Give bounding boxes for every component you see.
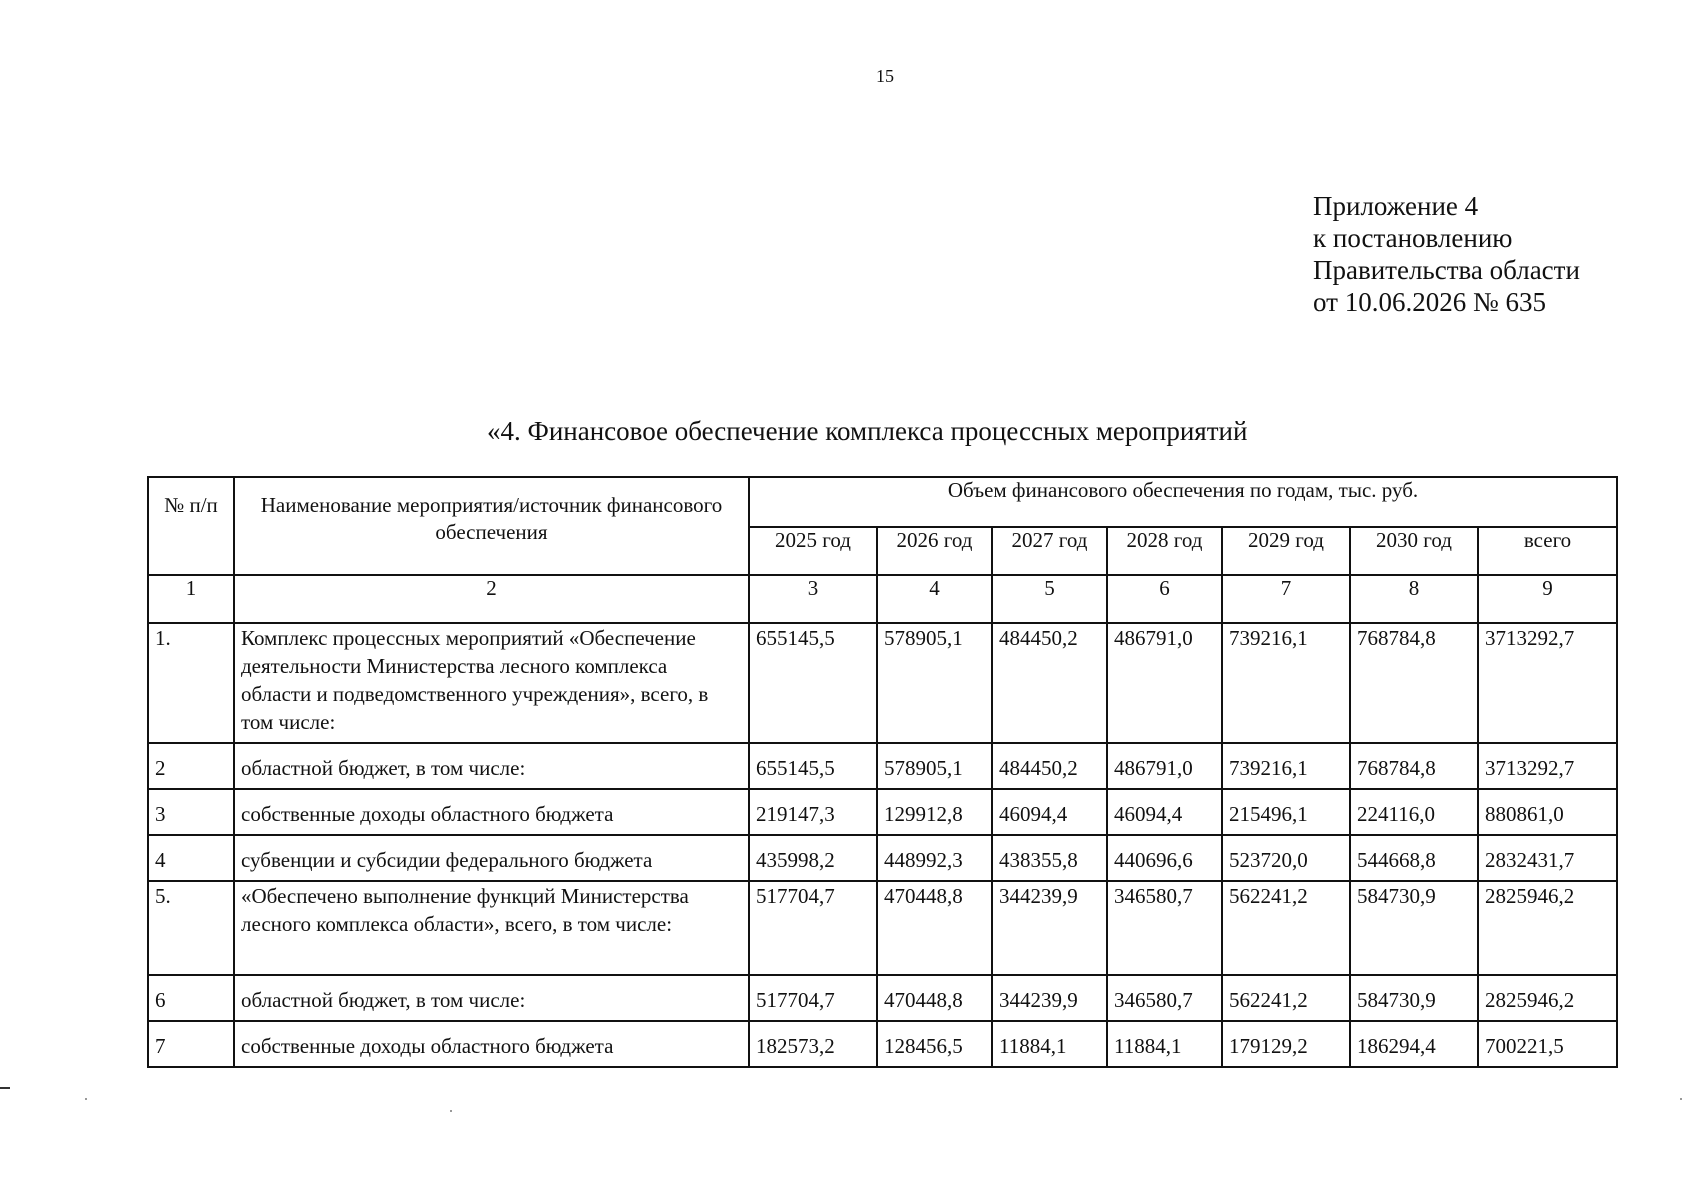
column-number: 2 — [234, 575, 749, 623]
header-year: 2025 год — [749, 527, 877, 575]
scan-margin-mark — [0, 1087, 10, 1089]
header-total: всего — [1478, 527, 1617, 575]
row-name: областной бюджет, в том числе: — [234, 975, 749, 1021]
row-value: 655145,5 — [749, 623, 877, 743]
scan-speck — [450, 1110, 452, 1112]
column-number: 4 — [877, 575, 992, 623]
row-num: 5. — [148, 881, 234, 975]
appendix-block — [1313, 190, 1580, 318]
row-value: 517704,7 — [749, 881, 877, 975]
row-total: 2825946,2 — [1478, 975, 1617, 1021]
table-row — [148, 623, 1617, 743]
row-value: 128456,5 — [877, 1021, 992, 1067]
row-total: 700221,5 — [1478, 1021, 1617, 1067]
row-name: Комплекс процессных мероприятий «Обеспечение деятельности Министерства лесного комплекса области и подведомственного учреждения», всего, в том числе: — [234, 623, 749, 743]
row-value: 11884,1 — [1107, 1021, 1222, 1067]
column-number: 9 — [1478, 575, 1617, 623]
appendix-line: от 10.06.2026 № 635 — [1313, 287, 1546, 317]
table-row — [148, 743, 1617, 789]
row-num: 4 — [148, 835, 234, 881]
row-total: 2832431,7 — [1478, 835, 1617, 881]
appendix-line: Правительства области — [1313, 255, 1580, 285]
row-name: областной бюджет, в том числе: — [234, 743, 749, 789]
row-value: 46094,4 — [1107, 789, 1222, 835]
row-value: 578905,1 — [877, 623, 992, 743]
row-value: 517704,7 — [749, 975, 877, 1021]
financing-table — [147, 476, 1618, 1068]
table-header-row — [148, 477, 1617, 527]
row-name: собственные доходы областного бюджета — [234, 789, 749, 835]
row-value: 578905,1 — [877, 743, 992, 789]
header-year: 2028 год — [1107, 527, 1222, 575]
row-value: 486791,0 — [1107, 743, 1222, 789]
header-volume: Объем финансового обеспечения по годам, тыс. руб. — [749, 477, 1617, 527]
row-value: 346580,7 — [1107, 975, 1222, 1021]
row-value: 584730,9 — [1350, 975, 1478, 1021]
row-value: 346580,7 — [1107, 881, 1222, 975]
row-num: 6 — [148, 975, 234, 1021]
row-value: 470448,8 — [877, 881, 992, 975]
row-num: 7 — [148, 1021, 234, 1067]
row-value: 768784,8 — [1350, 623, 1478, 743]
header-year: 2026 год — [877, 527, 992, 575]
scan-speck — [85, 1098, 87, 1100]
row-num: 3 — [148, 789, 234, 835]
row-value: 584730,9 — [1350, 881, 1478, 975]
column-number: 3 — [749, 575, 877, 623]
row-value: 224116,0 — [1350, 789, 1478, 835]
row-total: 3713292,7 — [1478, 743, 1617, 789]
table-row — [148, 789, 1617, 835]
header-name: Наименование мероприятия/источник финансового обеспечения — [234, 477, 749, 575]
column-number: 8 — [1350, 575, 1478, 623]
row-total: 2825946,2 — [1478, 881, 1617, 975]
row-value: 655145,5 — [749, 743, 877, 789]
page-number: 15 — [876, 66, 894, 86]
row-value: 219147,3 — [749, 789, 877, 835]
scan-speck — [1680, 1098, 1682, 1100]
appendix-line: к постановлению — [1313, 223, 1513, 253]
table-row — [148, 975, 1617, 1021]
row-value: 11884,1 — [992, 1021, 1107, 1067]
table-row — [148, 881, 1617, 975]
row-value: 470448,8 — [877, 975, 992, 1021]
row-value: 46094,4 — [992, 789, 1107, 835]
row-value: 739216,1 — [1222, 743, 1350, 789]
column-numbers-row — [148, 575, 1617, 623]
row-value: 344239,9 — [992, 881, 1107, 975]
row-num: 1. — [148, 623, 234, 743]
row-name: «Обеспечено выполнение функций Министерства лесного комплекса области», всего, в том числе: — [234, 881, 749, 975]
row-value: 486791,0 — [1107, 623, 1222, 743]
row-value: 179129,2 — [1222, 1021, 1350, 1067]
header-year: 2030 год — [1350, 527, 1478, 575]
row-value: 739216,1 — [1222, 623, 1350, 743]
section-title: «4. Финансовое обеспечение комплекса процессных мероприятий — [487, 416, 1248, 446]
row-total: 3713292,7 — [1478, 623, 1617, 743]
row-value: 523720,0 — [1222, 835, 1350, 881]
row-value: 435998,2 — [749, 835, 877, 881]
column-number: 5 — [992, 575, 1107, 623]
row-value: 768784,8 — [1350, 743, 1478, 789]
appendix-line: Приложение 4 — [1313, 191, 1479, 221]
table-row — [148, 835, 1617, 881]
row-value: 215496,1 — [1222, 789, 1350, 835]
row-value: 562241,2 — [1222, 881, 1350, 975]
row-value: 562241,2 — [1222, 975, 1350, 1021]
column-number: 7 — [1222, 575, 1350, 623]
column-number: 6 — [1107, 575, 1222, 623]
header-year: 2027 год — [992, 527, 1107, 575]
row-name: собственные доходы областного бюджета — [234, 1021, 749, 1067]
row-value: 438355,8 — [992, 835, 1107, 881]
row-num: 2 — [148, 743, 234, 789]
row-value: 186294,4 — [1350, 1021, 1478, 1067]
header-num: № п/п — [148, 477, 234, 575]
row-value: 129912,8 — [877, 789, 992, 835]
row-value: 440696,6 — [1107, 835, 1222, 881]
row-value: 544668,8 — [1350, 835, 1478, 881]
table-row — [148, 1021, 1617, 1067]
row-value: 484450,2 — [992, 623, 1107, 743]
row-name: субвенции и субсидии федерального бюджета — [234, 835, 749, 881]
row-total: 880861,0 — [1478, 789, 1617, 835]
row-value: 182573,2 — [749, 1021, 877, 1067]
row-value: 344239,9 — [992, 975, 1107, 1021]
header-year: 2029 год — [1222, 527, 1350, 575]
row-value: 484450,2 — [992, 743, 1107, 789]
row-value: 448992,3 — [877, 835, 992, 881]
column-number: 1 — [148, 575, 234, 623]
